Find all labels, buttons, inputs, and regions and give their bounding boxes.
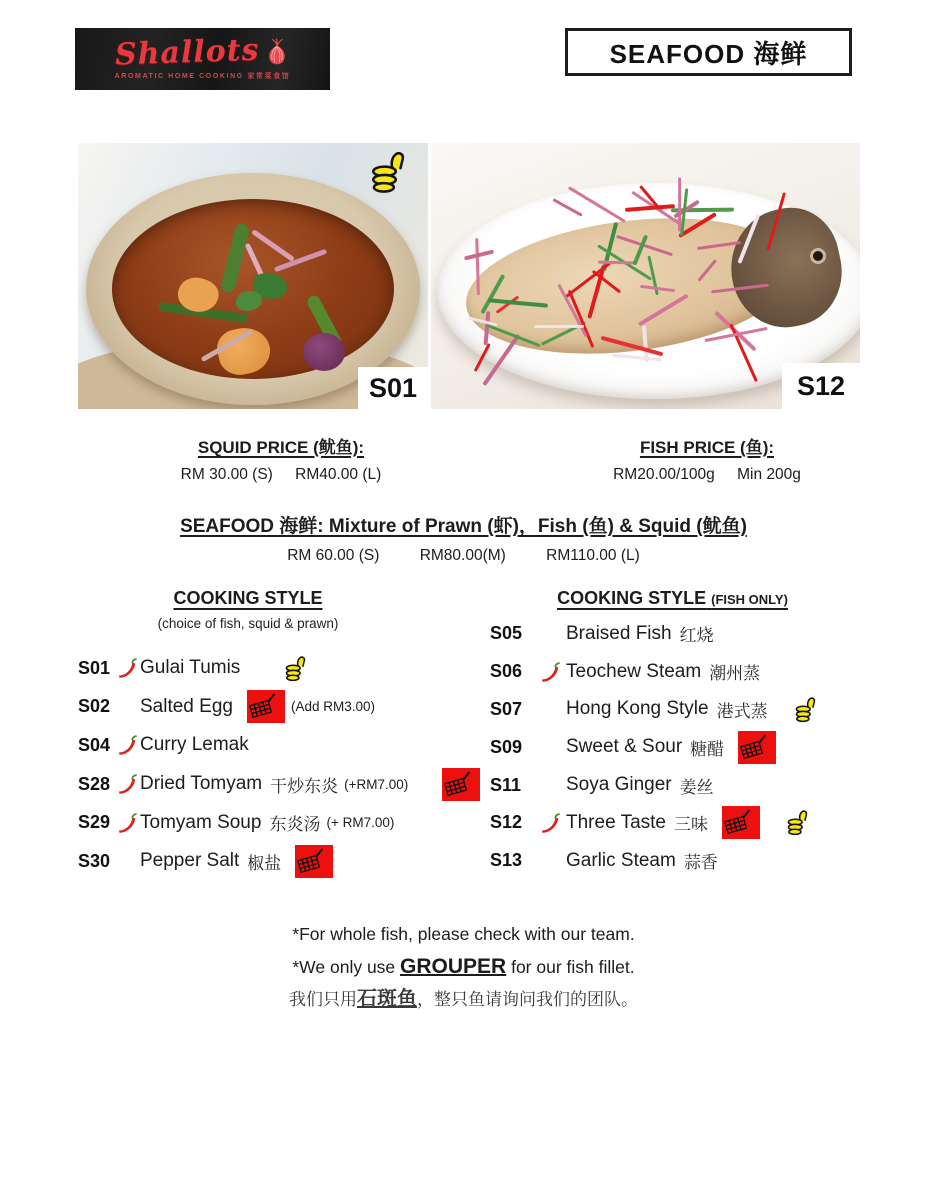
cooking-style-right-title: COOKING STYLE [557,588,707,608]
item-name: Tomyam Soup [140,811,262,833]
cooking-style-right-heading [500,588,845,609]
squid-price-block [96,433,466,484]
item-code: S29 [78,812,111,833]
restaurant-logo [75,28,330,90]
item-name-cn: 蒜香 [683,853,718,873]
item-name: Dried Tomyam [140,773,263,795]
squid-price-large: RM40.00 (L) [295,466,382,483]
chili-icon [539,660,563,684]
fried-basket-icon [738,731,776,764]
menu-item-s01 [78,649,478,688]
mixture-price-medium: RM80.00(M) [419,547,506,564]
item-name: Curry Lemak [140,734,249,756]
thumbs-up-icon [792,694,820,725]
note-grouper-post: for our fish fillet. [506,956,635,977]
brand-tagline: AROMATIC HOME COOKING 家常菜食馆 [114,72,291,80]
chili-icon [116,772,140,796]
item-code: S30 [78,850,111,871]
item-code: S09 [490,736,523,757]
mixture-price-block [0,511,927,565]
item-name-cn: 红烧 [679,626,714,646]
menu-item-s11 [490,766,910,804]
item-name: Hong Kong Style [566,698,709,720]
item-name: Pepper Salt [140,850,240,872]
item-name-cn: 港式蒸 [716,701,768,721]
note-grouper-cn-em: 石斑鱼 [357,986,417,1010]
item-name: Three Taste [566,811,666,833]
chili-icon [116,656,140,680]
fish-price-block [522,433,892,484]
squid-price-small: RM 30.00 (S) [180,466,273,483]
item-note: (+RM7.00) [344,776,409,792]
note-grouper-cn-pre: 我们只用 [289,990,357,1010]
fish-price-min: Min 200g [737,466,801,483]
item-name-cn: 干炒东炎 [270,776,339,796]
cooking-style-right-list [490,615,910,880]
cooking-style-left-heading [78,588,418,609]
menu-item-s04 [78,726,478,765]
squid-price-heading: SQUID PRICE (鱿鱼): [197,438,365,457]
mixture-price-small: RM 60.00 (S) [287,547,380,564]
photo-code-badge: S01 [358,367,428,409]
item-code: S11 [490,774,522,795]
fish-price-heading: FISH PRICE (鱼): [639,438,775,457]
menu-item-s28 [78,765,478,804]
cooking-style-left-title: COOKING STYLE [173,588,323,608]
menu-item-s30 [78,842,478,881]
item-name: Sweet & Sour [566,736,683,758]
photo-code-badge: S12 [782,363,860,409]
chili-icon [116,733,140,757]
item-code: S12 [490,812,523,833]
cooking-style-right-suffix: (FISH ONLY) [711,592,788,607]
note-grouper-cn-post: ，整只鱼请询问我们的团队。 [417,990,638,1010]
item-name: Gulai Tumis [140,657,241,679]
photo-three-taste-fish [431,143,860,409]
fried-basket-icon [722,806,760,839]
menu-item-s05 [490,615,910,653]
thumbs-up-icon [282,653,310,684]
item-name: Garlic Steam [566,849,676,871]
menu-item-s07 [490,691,910,729]
chili-icon [539,811,563,835]
item-code: S02 [78,696,111,717]
menu-item-s13 [490,842,910,880]
menu-item-s02 [78,688,478,727]
item-name-cn: 椒盐 [247,853,282,873]
menu-item-s09 [490,728,910,766]
item-code: S28 [78,773,111,794]
note-grouper [0,951,927,984]
cooking-style-left-list [78,649,478,881]
item-code: S05 [490,623,523,644]
menu-item-s12 [490,804,910,842]
footer-notes [0,919,927,1017]
chili-icon [116,811,140,835]
item-name: Braised Fish [566,622,672,644]
item-name-cn: 姜丝 [679,777,714,797]
section-header-box [565,28,852,76]
red-onion-chunk [303,333,345,371]
item-name: Soya Ginger [566,774,672,796]
item-name: Teochew Steam [566,660,702,682]
fish-price-rate: RM20.00/100g [613,466,715,483]
shallot-icon [264,38,290,68]
item-note: (+ RM7.00) [326,815,395,831]
note-grouper-cn [0,983,927,1017]
item-code: S06 [490,661,523,682]
item-name-cn: 糖醋 [690,739,725,759]
item-name-cn: 潮州蒸 [709,664,761,684]
fried-basket-icon [295,845,333,878]
item-code: S13 [490,850,523,871]
item-name: Salted Egg [140,695,233,717]
item-name-cn: 三味 [673,815,708,835]
item-name-cn: 东炎汤 [269,815,321,835]
cooking-style-left-subheading: (choice of fish, squid & prawn) [157,616,339,631]
thumbs-up-icon [784,807,812,838]
menu-item-s29 [78,803,478,842]
mixture-price-large: RM110.00 (L) [546,547,640,564]
item-code: S01 [78,657,111,678]
thumbs-up-icon [366,147,412,197]
menu-item-s06 [490,653,910,691]
note-grouper-em: GROUPER [400,954,507,978]
item-code: S04 [78,734,111,755]
item-note: (Add RM3.00) [290,699,376,715]
photo-gulai-tumis [78,143,428,409]
note-whole-fish: *For whole fish, please check with our team. [292,924,635,944]
section-title: SEAFOOD 海鲜 [609,38,808,69]
fried-basket-icon [442,768,480,801]
mixture-heading: SEAFOOD 海鲜: Mixture of Prawn (虾)，Fish (鱼) & Squid (鱿鱼) [180,516,747,537]
fish-eye [813,251,823,261]
brand-name: Shallots [114,31,261,73]
item-code: S07 [490,698,523,719]
note-grouper-pre: *We only use [292,956,401,977]
fried-basket-icon [247,690,285,723]
